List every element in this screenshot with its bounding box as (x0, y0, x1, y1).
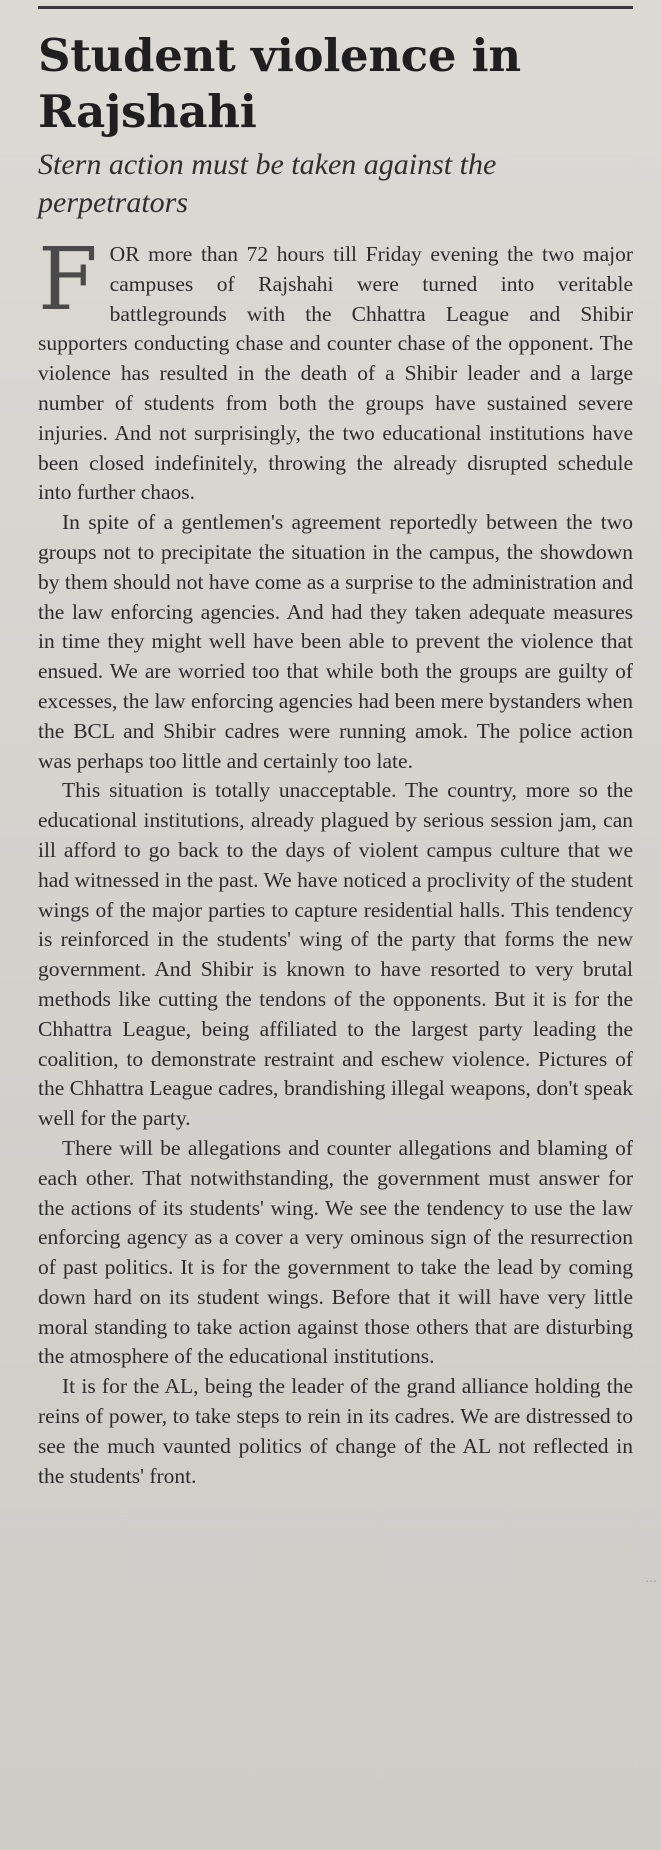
margin-scan-mark: ⋯ (645, 1574, 657, 1588)
headline: Student violence in Rajshahi (38, 29, 521, 138)
subheadline: Stern action must be taken against the perpetrators (38, 148, 497, 219)
article-body (38, 230, 633, 1491)
paragraph-5: It is for the AL, being the leader of the grand alliance holding the reins of power, to take steps to rein in its cadres. We are distressed to see the much vaunted politics of change of the AL not reflected in the students' front. (38, 1374, 633, 1488)
paragraph-1-text: OR more than 72 hours till Friday evening the two major campuses of Rajshahi were turned into veritable battlegrounds with the Chhattra League and Shibir supporters conducting chase and counter chase of the opponent. The violence has resulted in the death of a Shibir leader and a large number of students from both the groups have sustained severe injuries. And not surprisingly, the two educational institutions have been closed indefinitely, throwing the already disrupted schedule into further chaos. (38, 242, 633, 505)
paragraph-4: There will be allegations and counter allegations and blaming of each other. That notwithstanding, the government must answer for the actions of its students' wing. We see the tendency to use the law enforcing agency as a cover a very ominous sign of the resurrection of past politics. It is for the government to take the lead by coming down hard on its student wings. Before that it will have very little moral standing to take action against those others that are disturbing the atmosphere of the educational institutions. (38, 1135, 633, 1369)
drop-cap: F (38, 230, 98, 330)
paragraph-2: In spite of a gentlemen's agreement reportedly between the two groups not to precipitate the situation in the campus, the showdown by them should not have come as a surprise to the administration and the law enforcing agencies. And had they taken adequate measures in time they might well have been able to prevent the violence that ensued. We are worried too that while both the groups are guilty of excesses, the law enforcing agencies had been mere bystanders when the BCL and Shibir cadres were running amok. The police action was perhaps too little and certainly too late. (38, 510, 633, 773)
paragraph-1 (38, 230, 633, 508)
top-rule (38, 6, 633, 9)
paragraph-3: This situation is totally unacceptable. The country, more so the educational institutions, already plagued by serious session jam, can ill afford to go back to the days of violent campus culture that we had witnessed in the past. We have noticed a proclivity of the student wings of the major parties to capture residential halls. This tendency is reinforced in the students' wing of the party that forms the new government. And Shibir is known to have resorted to very brutal methods like cutting the tendons of the opponents. But it is for the Chhattra League, being affiliated to the largest party leading the coalition, to demonstrate restraint and eschew violence. Pictures of the Chhattra League cadres, brandishing illegal weapons, don't speak well for the party. (38, 778, 633, 1131)
